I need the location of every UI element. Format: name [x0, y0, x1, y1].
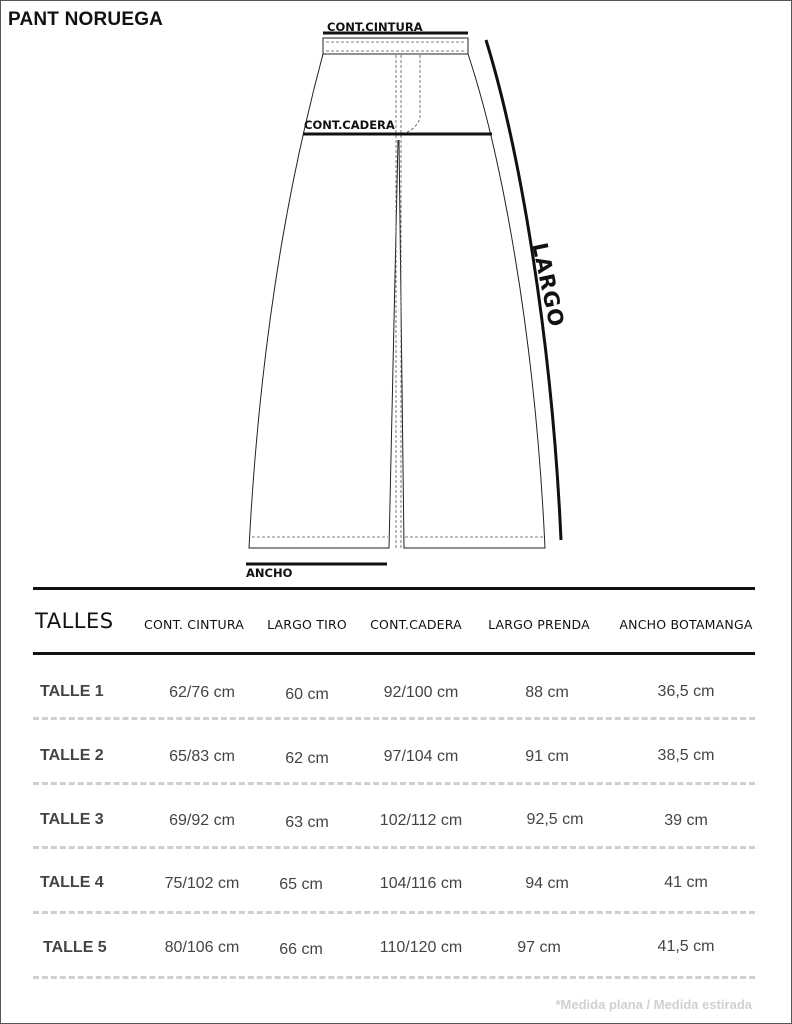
- cell-hip: 110/120 cm: [379, 939, 463, 956]
- cell-length: 91 cm: [525, 748, 569, 765]
- row-divider: [33, 846, 755, 849]
- cell-rise: 63 cm: [285, 814, 329, 831]
- table-row: [0, 939, 792, 969]
- cell-waist: 65/83 cm: [169, 748, 235, 765]
- cell-hem-width: 39 cm: [664, 812, 708, 829]
- column-header-length: LARGO PRENDA: [488, 617, 590, 632]
- table-row: [0, 874, 792, 904]
- cell-waist: 62/76 cm: [169, 684, 235, 701]
- row-label: TALLE 3: [40, 811, 104, 828]
- hem-label: ANCHO: [246, 566, 293, 580]
- product-title: PANT NORUEGA: [8, 9, 164, 30]
- row-divider: [33, 717, 755, 720]
- cell-hem-width: 41 cm: [664, 874, 708, 891]
- column-header-rise: LARGO TIRO: [267, 617, 347, 632]
- fly-stitch: [402, 55, 420, 134]
- row-divider: [33, 782, 755, 785]
- cell-waist: 69/92 cm: [169, 812, 235, 829]
- cell-hip: 97/104 cm: [383, 748, 459, 765]
- cell-hip: 102/112 cm: [379, 812, 463, 829]
- cell-length: 92,5 cm: [526, 811, 584, 828]
- cell-hem-width: 38,5 cm: [657, 747, 715, 764]
- cell-rise: 62 cm: [285, 750, 329, 767]
- row-divider: [33, 911, 755, 914]
- table-heading: TALLES: [35, 609, 114, 633]
- cell-length: 97 cm: [517, 939, 561, 956]
- waistband: [323, 38, 468, 54]
- hip-label: CONT.CADERA: [304, 118, 395, 132]
- row-label: TALLE 1: [40, 683, 104, 700]
- cell-waist: 75/102 cm: [164, 875, 240, 892]
- cell-rise: 60 cm: [285, 686, 329, 703]
- cell-length: 88 cm: [525, 684, 569, 701]
- length-label: LARGO: [527, 240, 569, 330]
- row-divider: [33, 976, 755, 979]
- cell-hip: 92/100 cm: [383, 684, 459, 701]
- column-header-hem-width: ANCHO BOTAMANGA: [619, 617, 753, 632]
- row-label: TALLE 5: [43, 939, 107, 956]
- cell-hip: 104/116 cm: [379, 875, 463, 892]
- column-header-hip: CONT.CADERA: [370, 617, 462, 632]
- waist-label: CONT.CINTURA: [327, 20, 423, 34]
- right-leg: [399, 54, 545, 548]
- table-row: [0, 683, 792, 713]
- footnote: *Medida plana / Medida estirada: [555, 997, 752, 1012]
- table-top-rule: [33, 587, 755, 590]
- table-header-rule: [33, 652, 755, 655]
- table-row: [0, 811, 792, 841]
- column-header-waist: CONT. CINTURA: [144, 617, 244, 632]
- cell-waist: 80/106 cm: [164, 939, 240, 956]
- table-row: [0, 747, 792, 777]
- cell-length: 94 cm: [525, 875, 569, 892]
- cell-hem-width: 41,5 cm: [657, 938, 715, 955]
- cell-rise: 65 cm: [279, 876, 323, 893]
- cell-hem-width: 36,5 cm: [657, 683, 715, 700]
- row-label: TALLE 2: [40, 747, 104, 764]
- cell-rise: 66 cm: [279, 941, 323, 958]
- row-label: TALLE 4: [40, 874, 104, 891]
